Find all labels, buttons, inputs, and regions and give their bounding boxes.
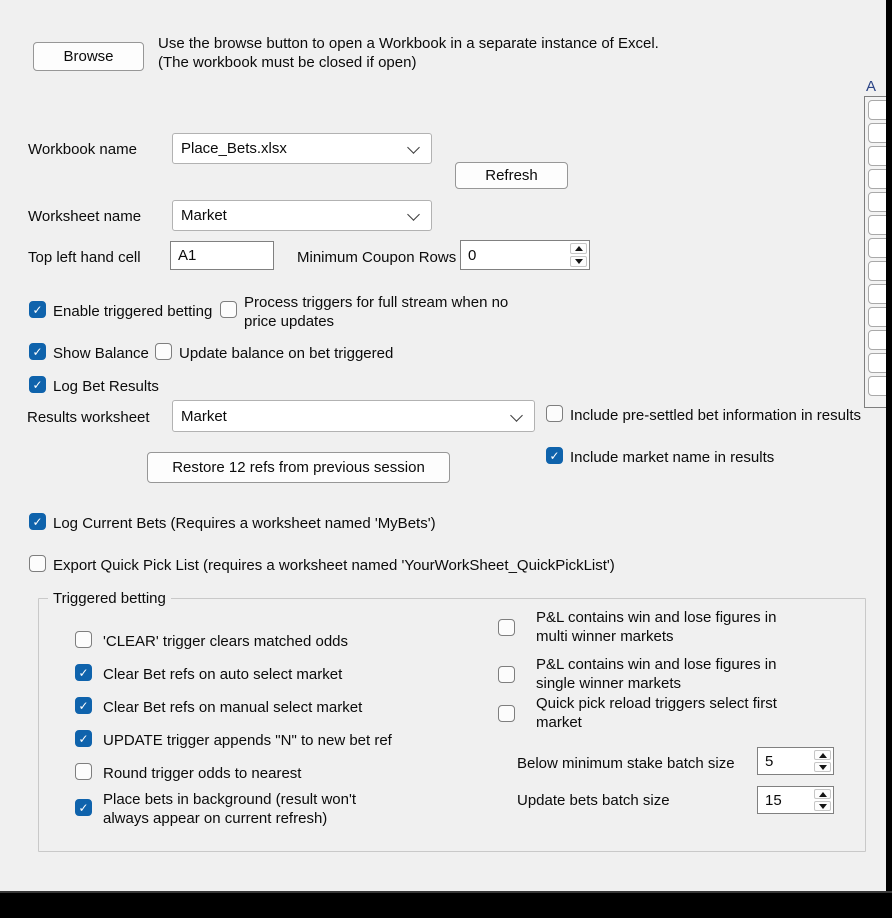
- chevron-down-icon: [407, 208, 420, 221]
- label-line: Quick pick reload triggers select first: [536, 695, 777, 712]
- include-presettled-checkbox[interactable]: [546, 405, 563, 422]
- enable-triggered-betting-checkbox[interactable]: [29, 301, 46, 318]
- process-triggers-checkbox[interactable]: [220, 301, 237, 318]
- chevron-down-icon: [407, 141, 420, 154]
- clear-trigger-checkbox[interactable]: [75, 631, 92, 648]
- log-current-bets-checkbox[interactable]: [29, 513, 46, 530]
- round-odds-label[interactable]: Round trigger odds to nearest: [103, 765, 302, 782]
- minimum-coupon-rows-value[interactable]: 0: [468, 246, 477, 264]
- up-arrow-icon: [819, 792, 827, 797]
- clear-manual-select-label[interactable]: Clear Bet refs on manual select market: [103, 699, 363, 716]
- update-bets-batch-spinner: [757, 786, 834, 814]
- spin-up-button[interactable]: [570, 243, 587, 254]
- label-line: single winner markets: [536, 675, 682, 692]
- results-worksheet-combobox[interactable]: [172, 400, 535, 432]
- label-line: price updates: [244, 313, 335, 330]
- worksheet-name-combobox[interactable]: [172, 200, 432, 231]
- screen-edge-bottom: [0, 891, 892, 918]
- restore-refs-button[interactable]: Restore 12 refs from previous session: [147, 452, 450, 483]
- pl-multi-winner-checkbox[interactable]: [498, 619, 515, 636]
- include-market-name-checkbox[interactable]: [546, 447, 563, 464]
- worksheet-name-value: Market: [181, 207, 227, 224]
- minimum-coupon-rows-spinner: [460, 240, 590, 270]
- log-bet-results-label[interactable]: Log Bet Results: [53, 378, 159, 395]
- down-arrow-icon: [819, 765, 827, 770]
- down-arrow-icon: [819, 804, 827, 809]
- intro-text: [158, 34, 659, 72]
- update-balance-label[interactable]: Update balance on bet triggered: [179, 345, 394, 362]
- pl-multi-winner-label[interactable]: [536, 608, 776, 646]
- clear-auto-select-checkbox[interactable]: [75, 664, 92, 681]
- results-worksheet-value: Market: [181, 407, 227, 425]
- workbook-name-value: Place_Bets.xlsx: [181, 140, 287, 157]
- up-arrow-icon: [819, 753, 827, 758]
- spin-down-button[interactable]: [570, 256, 587, 267]
- label-line: Process triggers for full stream when no: [244, 294, 509, 311]
- quick-pick-reload-checkbox[interactable]: [498, 705, 515, 722]
- spin-up-button[interactable]: [814, 750, 831, 760]
- clear-trigger-label[interactable]: 'CLEAR' trigger clears matched odds: [103, 633, 349, 650]
- show-balance-label[interactable]: Show Balance: [53, 345, 149, 362]
- top-left-cell-input[interactable]: A1: [170, 241, 274, 270]
- include-market-name-label[interactable]: Include market name in results: [570, 449, 775, 466]
- below-min-stake-label: Below minimum stake batch size: [517, 755, 735, 772]
- worksheet-name-label: Worksheet name: [28, 208, 142, 225]
- process-triggers-label[interactable]: [244, 293, 508, 331]
- label-line: market: [536, 714, 582, 731]
- label-line: P&L contains win and lose figures in: [536, 609, 777, 626]
- below-min-stake-spinner: [757, 747, 834, 775]
- include-presettled-label[interactable]: Include pre-settled bet information in results: [570, 407, 861, 424]
- clear-auto-select-label[interactable]: Clear Bet refs on auto select market: [103, 666, 343, 683]
- down-arrow-icon: [575, 259, 583, 264]
- update-appends-label[interactable]: UPDATE trigger appends "N" to new bet ref: [103, 732, 392, 749]
- refresh-button[interactable]: Refresh: [455, 162, 568, 189]
- export-quick-pick-checkbox[interactable]: [29, 555, 46, 572]
- label-line: Place bets in background (result won't: [103, 791, 357, 808]
- spin-down-button[interactable]: [814, 762, 831, 772]
- chevron-down-icon: [510, 409, 523, 422]
- clipped-side-panel-label: A: [866, 78, 877, 95]
- show-balance-checkbox[interactable]: [29, 343, 46, 360]
- spinner-buttons: [814, 787, 833, 813]
- below-min-stake-value[interactable]: 5: [765, 752, 774, 770]
- up-arrow-icon: [575, 246, 583, 251]
- screen-edge-right: [886, 0, 892, 918]
- round-odds-checkbox[interactable]: [75, 763, 92, 780]
- update-bets-batch-label: Update bets batch size: [517, 792, 670, 809]
- place-background-checkbox[interactable]: [75, 799, 92, 816]
- spin-up-button[interactable]: [814, 789, 831, 799]
- pl-single-winner-checkbox[interactable]: [498, 666, 515, 683]
- pl-single-winner-label[interactable]: [536, 655, 776, 693]
- label-line: multi winner markets: [536, 628, 674, 645]
- clear-manual-select-checkbox[interactable]: [75, 697, 92, 714]
- export-quick-pick-label[interactable]: Export Quick Pick List (requires a worksheet named 'YourWorkSheet_QuickPickList'): [53, 557, 615, 574]
- workbook-name-label: Workbook name: [28, 141, 137, 158]
- enable-triggered-betting-label[interactable]: Enable triggered betting: [53, 303, 213, 320]
- update-bets-batch-value[interactable]: 15: [765, 791, 782, 809]
- top-left-cell-label: Top left hand cell: [28, 249, 141, 266]
- label-line: P&L contains win and lose figures in: [536, 656, 777, 673]
- update-balance-checkbox[interactable]: [155, 343, 172, 360]
- log-bet-results-checkbox[interactable]: [29, 376, 46, 393]
- log-current-bets-label[interactable]: Log Current Bets (Requires a worksheet named 'MyBets'): [53, 515, 436, 532]
- intro-line: (The workbook must be closed if open): [158, 54, 417, 71]
- label-line: always appear on current refresh): [103, 810, 328, 827]
- results-worksheet-label: Results worksheet: [27, 409, 150, 426]
- intro-line: Use the browse button to open a Workbook in a separate instance of Excel.: [158, 35, 659, 52]
- quick-pick-reload-label[interactable]: [536, 694, 777, 732]
- minimum-coupon-rows-label: Minimum Coupon Rows: [297, 249, 457, 266]
- place-background-label[interactable]: [103, 790, 356, 828]
- spin-down-button[interactable]: [814, 801, 831, 811]
- workbook-name-combobox[interactable]: [172, 133, 432, 164]
- spinner-buttons: [570, 241, 589, 269]
- triggered-betting-title: Triggered betting: [48, 590, 171, 607]
- update-appends-checkbox[interactable]: [75, 730, 92, 747]
- spinner-buttons: [814, 748, 833, 774]
- browse-button[interactable]: Browse: [33, 42, 144, 71]
